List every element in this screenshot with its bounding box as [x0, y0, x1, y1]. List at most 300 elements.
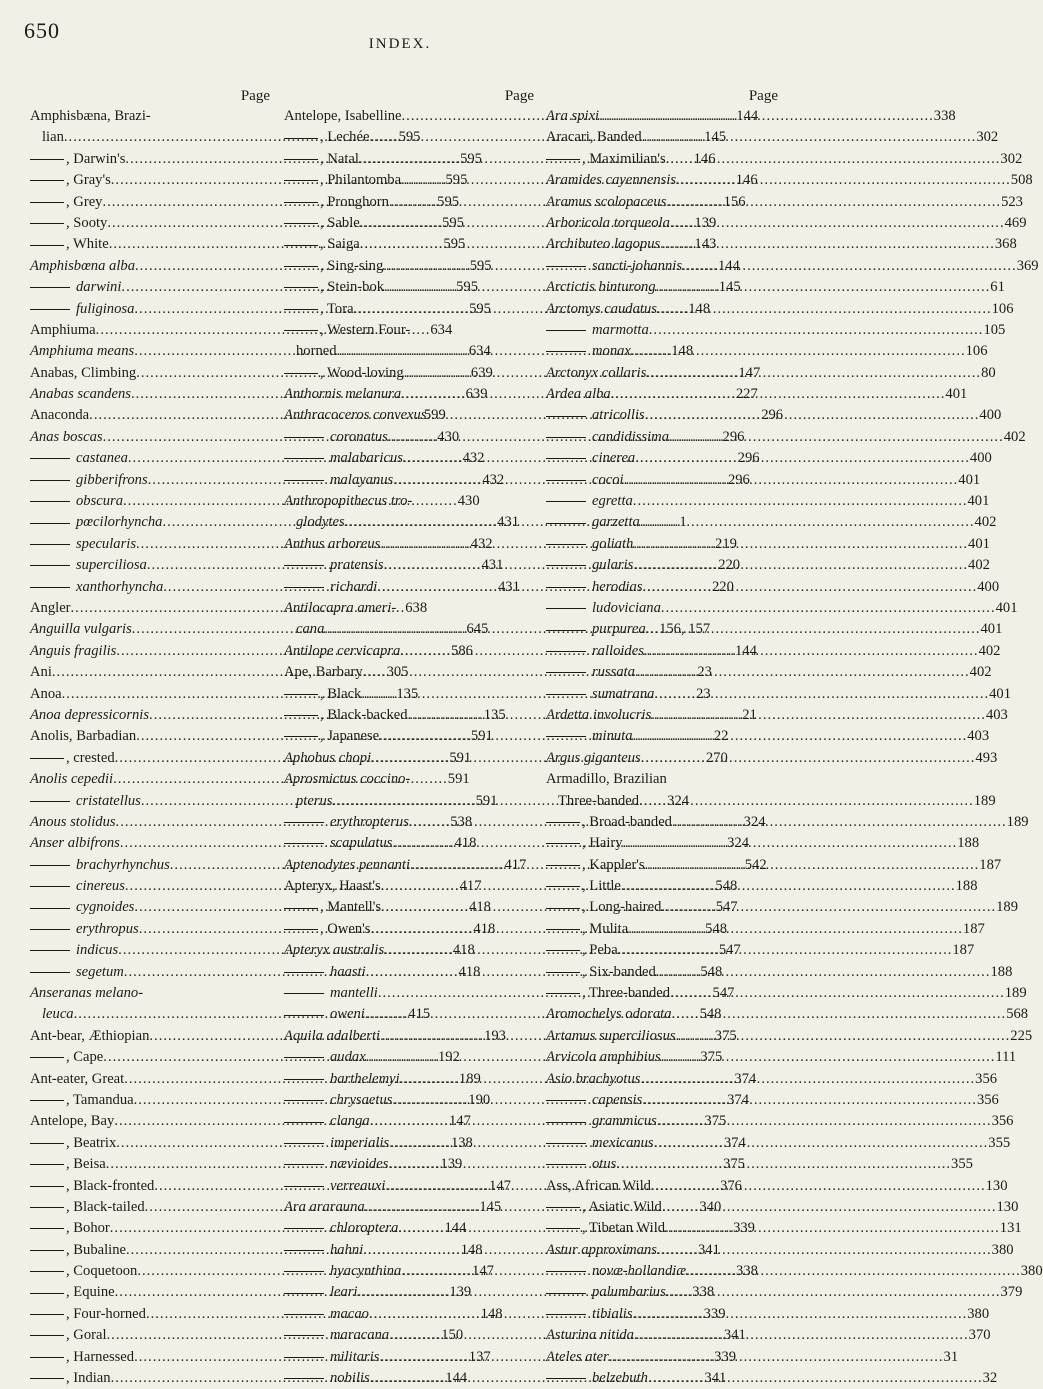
page-ref: 220	[711, 578, 734, 595]
leader-dots	[666, 149, 1001, 170]
page-ref: 432	[482, 471, 505, 488]
ditto-dash	[546, 501, 586, 502]
leader-dots	[651, 1176, 986, 1197]
page-ref: 147	[449, 1113, 471, 1130]
entry-term	[284, 1047, 366, 1068]
page-ref: 418	[473, 920, 496, 937]
leader-dots	[633, 491, 968, 512]
entry-term	[30, 833, 120, 854]
entry-term	[30, 320, 96, 341]
entry-text: lian	[42, 129, 64, 146]
entry-text: candidissima	[592, 428, 670, 445]
ditto-dash	[284, 1079, 324, 1080]
entry-text: Ardea alba	[546, 386, 611, 403]
ditto-dash	[546, 736, 586, 737]
page-ref: 639	[465, 386, 488, 403]
ditto-dash	[546, 437, 586, 438]
entry-term	[284, 234, 360, 255]
page-ref: 400	[977, 578, 1000, 595]
entry-text: cristatellus	[76, 792, 141, 809]
entry-term	[546, 299, 657, 320]
index-entry	[546, 1176, 1008, 1197]
ditto-dash	[546, 1228, 580, 1229]
page-ref: 595	[445, 172, 468, 189]
entry-text: , Kappler's	[582, 856, 645, 873]
entry-text: Arctomys caudatus	[546, 300, 657, 317]
page-ref: 639	[470, 364, 493, 381]
entry-text: sancti-johannis	[592, 257, 682, 274]
page-ref: 139	[440, 1156, 463, 1173]
entry-term	[546, 234, 660, 255]
page-ref: 380	[967, 1305, 990, 1322]
leader-dots	[616, 1154, 951, 1175]
page-ref: 402	[978, 642, 1001, 659]
page-ref: 339	[703, 1305, 726, 1322]
page-ref: 401	[967, 493, 990, 510]
entry-term	[284, 855, 410, 876]
page-ref: 219	[715, 535, 737, 552]
entry-text: Anaconda	[30, 407, 90, 424]
entry-text: , Peba	[582, 942, 618, 959]
page-ref: 595	[442, 214, 464, 231]
entry-term	[30, 363, 136, 384]
entry-term	[546, 1304, 633, 1325]
entry-term	[30, 384, 131, 405]
ditto-dash	[546, 266, 586, 267]
entry-text: , Western Four-	[320, 321, 411, 338]
ditto-dash	[284, 993, 324, 994]
entry-text: , Coquetoon	[66, 1263, 138, 1280]
entry-text: , Hairy	[582, 835, 623, 852]
entry-text: Anguilla vulgaris	[30, 621, 132, 638]
page-ref: 380	[1020, 1263, 1043, 1280]
page-ref: 302	[976, 129, 999, 146]
ditto-dash	[546, 950, 580, 951]
ditto-dash	[30, 565, 70, 566]
entry-term	[546, 1111, 657, 1132]
entry-text: Ani	[30, 664, 52, 681]
entry-term	[30, 962, 124, 983]
index-entry	[546, 1368, 998, 1389]
entry-term	[30, 662, 52, 683]
ditto-dash	[30, 480, 70, 481]
entry-text: horned	[296, 343, 337, 360]
page-ref: 401	[980, 621, 1003, 638]
entry-term	[546, 1133, 654, 1154]
entry-term	[546, 534, 633, 555]
ditto-dash	[546, 1378, 586, 1379]
entry-text: Amphisbæna, Brazi-	[30, 108, 151, 124]
page-ref: 595	[460, 150, 482, 167]
entry-text: herodias	[592, 578, 643, 595]
entry-text: Astur approximans	[546, 1241, 657, 1258]
index-entry	[546, 555, 990, 576]
entry-term	[30, 1133, 116, 1154]
entry-term	[284, 149, 359, 170]
page-ref: 147	[472, 1263, 494, 1280]
entry-term	[284, 170, 401, 191]
entry-term	[30, 127, 64, 148]
entry-text: , Beisa	[66, 1156, 106, 1173]
index-entry	[546, 213, 1027, 234]
page-ref: 189	[458, 1070, 481, 1087]
entry-text: Arvicola amphibius	[546, 1049, 661, 1066]
entry-text: cana	[296, 621, 325, 638]
leader-dots	[661, 1047, 996, 1068]
index-entry	[546, 897, 1019, 918]
page-ref: 417	[459, 878, 482, 895]
ditto-dash	[284, 1228, 324, 1229]
page-ref: 634	[468, 343, 491, 360]
entry-term	[284, 1069, 400, 1090]
page-ref: 156	[723, 193, 746, 210]
entry-text: Anthornis melanura	[284, 386, 402, 403]
entry-text: Anthropopithecus tro-	[284, 493, 413, 510]
page-ref: 586	[451, 642, 473, 659]
entry-text: , Owen's	[320, 920, 371, 937]
index-entry	[546, 106, 956, 127]
ditto-dash	[546, 565, 586, 566]
entry-text: Asturina nitida	[546, 1327, 634, 1344]
entry-text: , Four-horned	[66, 1305, 146, 1322]
page-ref: 146	[735, 172, 758, 189]
page-ref: 547	[712, 985, 735, 1002]
entry-term	[284, 598, 396, 619]
entry-text: Three-banded	[558, 792, 640, 809]
page-ref: 523	[1001, 193, 1023, 210]
ditto-dash	[284, 266, 318, 267]
entry-text: Antilope cervicapra	[284, 642, 401, 659]
entry-text: novæ-hollandiæ	[592, 1263, 687, 1280]
entry-text: fuliginosa	[76, 300, 135, 317]
entry-term	[546, 1218, 665, 1239]
entry-text: cinerea	[592, 450, 636, 467]
index-entry	[546, 940, 975, 961]
page-ref: 547	[715, 899, 738, 916]
leader-dots	[624, 470, 959, 491]
ditto-dash	[30, 523, 70, 524]
entry-text: , Equine	[66, 1284, 115, 1301]
entry-text: Ape, Barbary	[284, 664, 363, 681]
entry-term	[284, 1133, 389, 1154]
page-ref: 595	[398, 129, 421, 146]
entry-text: , Sooty	[66, 214, 108, 231]
entry-text: pœcilorhyncha	[76, 514, 163, 531]
index-entry	[546, 769, 778, 790]
entry-text: segetum	[76, 963, 124, 980]
index-entry	[546, 170, 1033, 191]
entry-term	[284, 1176, 385, 1197]
entry-term	[546, 876, 621, 897]
entry-text: palumbarius	[592, 1284, 666, 1301]
entry-text: gularis	[592, 557, 634, 574]
index-entry	[30, 106, 270, 127]
page-ref: 356	[975, 1070, 998, 1087]
index-entry	[546, 577, 1000, 598]
entry-text: , crested	[66, 749, 115, 766]
entry-text: coronatus	[330, 428, 388, 445]
entry-term	[30, 470, 148, 491]
entry-text: Anthracoceros convexus	[284, 407, 427, 424]
entry-term	[546, 341, 631, 362]
index-entry	[546, 320, 1006, 341]
page-ref: 418	[454, 835, 477, 852]
ditto-dash	[284, 1143, 324, 1144]
entry-term	[284, 192, 389, 213]
entry-term	[30, 234, 109, 255]
page-ref: 339	[714, 1348, 737, 1365]
leader-dots	[670, 983, 1005, 1004]
running-head: INDEX.	[368, 36, 432, 52]
entry-term	[546, 812, 672, 833]
ditto-dash	[284, 1186, 324, 1187]
page-ref: 548	[699, 1006, 722, 1023]
ditto-dash	[546, 972, 580, 973]
entry-term	[30, 619, 132, 640]
entry-text: Aquila adalberti	[284, 1027, 381, 1044]
index-entry	[546, 1004, 1029, 1025]
leader-dots	[657, 1240, 992, 1261]
page-ref: 432	[470, 535, 493, 552]
entry-text: Arctictis binturong	[546, 279, 656, 296]
ditto-dash	[546, 1314, 586, 1315]
page-ref: 591	[447, 771, 470, 788]
entry-term	[30, 983, 143, 1004]
ditto-dash	[30, 886, 70, 887]
page-ref: 189	[1004, 985, 1027, 1002]
entry-text: chloroptera	[330, 1220, 399, 1237]
entry-term	[30, 256, 135, 277]
entry-term	[546, 555, 633, 576]
ditto-dash	[30, 587, 70, 588]
ditto-dash	[284, 715, 318, 716]
ditto-dash	[284, 1122, 324, 1123]
page-ref: 31	[943, 1348, 959, 1365]
entry-term	[30, 427, 103, 448]
entry-term	[30, 855, 170, 876]
ditto-dash	[30, 1228, 64, 1229]
ditto-dash	[30, 908, 70, 909]
entry-term	[284, 127, 369, 148]
index-entry	[546, 812, 1029, 833]
page-ref: 135	[396, 685, 419, 702]
index-entry	[546, 962, 1013, 983]
entry-text: , Black-backed	[320, 706, 408, 723]
entry-term	[284, 619, 324, 640]
entry-text: scapulatus	[330, 835, 393, 852]
entry-text: , Stein-bok	[320, 279, 385, 296]
entry-text: Antelope, Isabelline	[284, 108, 402, 124]
entry-text: haasti	[330, 963, 366, 980]
page-ref: 542	[744, 856, 767, 873]
ditto-dash	[30, 1100, 64, 1101]
entry-text: Aracari, Banded	[546, 129, 642, 146]
entry-text: Anolis, Barbadian	[30, 728, 137, 745]
page-ref: 634	[430, 321, 453, 338]
entry-text: barthelemyi	[330, 1070, 400, 1087]
entry-term	[284, 705, 408, 726]
entry-text: nævioides	[330, 1156, 389, 1173]
entry-text: , Sable	[320, 214, 360, 231]
entry-term	[30, 1347, 134, 1368]
page-ref: 80	[981, 364, 996, 381]
index-entry	[284, 598, 534, 619]
page-ref: 374	[734, 1070, 757, 1087]
entry-term	[284, 962, 366, 983]
entry-text: Angler	[30, 599, 71, 616]
leader-dots	[670, 213, 1005, 234]
index-entry	[546, 149, 1023, 170]
page-ref: 355	[951, 1156, 973, 1173]
ditto-dash	[284, 822, 324, 823]
entry-text: maracana	[330, 1327, 390, 1344]
page-ref: 32	[982, 1370, 998, 1387]
entry-text: ludoviciana	[592, 599, 661, 616]
entry-term	[546, 149, 666, 170]
page-ref: 356	[991, 1113, 1014, 1130]
entry-term	[284, 1218, 398, 1239]
page-ref: 138	[450, 1134, 473, 1151]
entry-text: , Bubaline	[66, 1241, 126, 1258]
entry-text: Arboricola torqueola	[546, 214, 670, 231]
entry-term	[546, 855, 645, 876]
page-ref: 401	[958, 471, 981, 488]
entry-term	[284, 534, 380, 555]
entry-text: , Three-banded	[582, 985, 671, 1002]
page-ref: 225	[1010, 1027, 1033, 1044]
entry-text: Apteryx australis	[284, 942, 385, 959]
page-ref: 144	[445, 1370, 468, 1387]
entry-term	[30, 577, 163, 598]
entry-term	[546, 705, 651, 726]
entry-term	[30, 405, 89, 426]
ditto-dash	[284, 1015, 324, 1016]
entry-term	[546, 405, 645, 426]
leader-dots	[676, 1026, 1011, 1047]
page-ref: 145	[704, 129, 726, 146]
ditto-dash	[30, 1250, 64, 1251]
entry-term	[30, 812, 116, 833]
entry-text: richardi	[330, 578, 378, 595]
index-entry	[546, 684, 1012, 705]
page-ref: 369	[1016, 257, 1039, 274]
entry-term	[30, 106, 151, 127]
entry-text: , Maximilian's	[582, 150, 666, 167]
entry-text: mantelli	[330, 985, 378, 1002]
page-ref: 430	[457, 493, 480, 510]
ditto-dash	[284, 1314, 324, 1315]
ditto-dash	[30, 287, 70, 288]
entry-text: , Grey	[66, 193, 103, 210]
entry-term	[284, 769, 410, 790]
ditto-dash	[284, 159, 318, 160]
entry-term	[546, 320, 649, 341]
page-ref: 493	[975, 749, 998, 766]
page-ref: 376	[720, 1177, 742, 1194]
page-ref: 340	[699, 1198, 722, 1215]
page-ref: 220	[718, 557, 741, 574]
page-ref: 548	[700, 963, 723, 980]
entry-term	[546, 1282, 666, 1303]
entry-text: marmotta	[592, 321, 649, 338]
page-ref: 403	[967, 728, 990, 745]
entry-text: tibialis	[592, 1305, 633, 1322]
page-ref: 324	[727, 835, 750, 852]
entry-term	[546, 791, 639, 812]
ditto-dash	[284, 1271, 324, 1272]
ditto-dash	[284, 330, 318, 331]
page-ref: 508	[1010, 172, 1033, 189]
leader-dots	[660, 234, 995, 255]
entry-term	[284, 662, 363, 683]
entry-term	[546, 448, 635, 469]
index-entry	[546, 1090, 999, 1111]
entry-term	[546, 641, 644, 662]
ditto-dash	[284, 138, 318, 139]
entry-term	[546, 1176, 651, 1197]
entry-term	[30, 1368, 111, 1389]
entry-text: goliath	[592, 535, 634, 552]
leader-dots	[635, 448, 970, 469]
page-ref: 375	[723, 1156, 745, 1173]
ditto-dash	[546, 351, 586, 352]
entry-text: malabaricus	[330, 450, 403, 467]
ditto-dash	[30, 758, 64, 759]
ditto-dash	[284, 694, 318, 695]
ditto-dash	[284, 587, 324, 588]
entry-term	[284, 213, 360, 234]
page-ref: 368	[994, 236, 1017, 253]
entry-term	[30, 1026, 149, 1047]
page-ref: 431	[481, 557, 504, 574]
page-ref: 375	[700, 1049, 723, 1066]
entry-term	[30, 1197, 145, 1218]
entry-term	[284, 491, 412, 512]
entry-term	[546, 940, 618, 961]
entry-text: , Mulita	[582, 920, 629, 937]
ditto-dash	[30, 1164, 64, 1165]
entry-term	[30, 705, 149, 726]
entry-term	[30, 512, 162, 533]
page-ref: 146	[693, 150, 716, 167]
page-ref: 547	[718, 942, 741, 959]
entry-term	[546, 1026, 676, 1047]
leader-dots	[645, 855, 980, 876]
entry-term	[30, 1176, 154, 1197]
page-ref: 139	[449, 1284, 472, 1301]
index-entry	[546, 855, 1002, 876]
entry-text: egretta	[592, 493, 633, 510]
entry-text: ralloides	[592, 642, 644, 659]
page-ref: 23	[697, 664, 712, 681]
ditto-dash	[30, 245, 64, 246]
ditto-dash	[284, 309, 318, 310]
ditto-dash	[30, 1057, 64, 1058]
page-ref: 144	[735, 642, 757, 659]
entry-term	[30, 1325, 107, 1346]
entry-term	[546, 769, 667, 790]
entry-text: , Cape	[66, 1049, 104, 1066]
page-ref: 375	[704, 1113, 727, 1130]
entry-text: monax	[592, 343, 631, 360]
ditto-dash	[546, 886, 580, 887]
page-ref: 431	[497, 578, 520, 595]
ditto-dash	[546, 330, 586, 331]
entry-term	[30, 1154, 106, 1175]
entry-term	[546, 277, 656, 298]
entry-text: obscura	[76, 493, 124, 510]
entry-term	[284, 1347, 379, 1368]
